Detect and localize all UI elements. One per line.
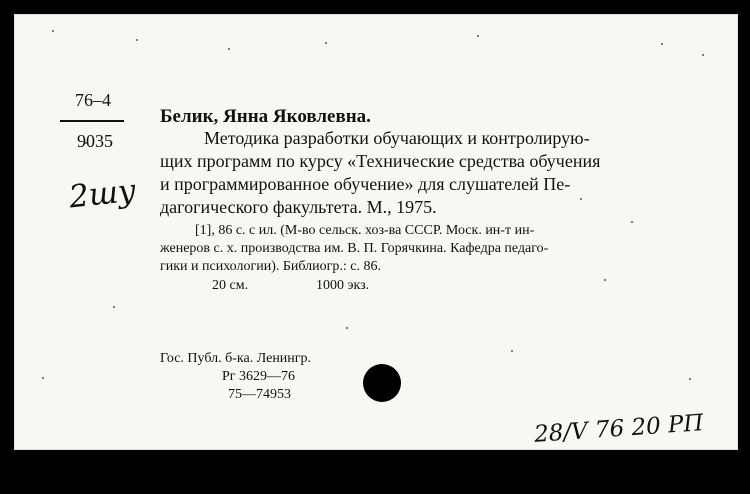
scan-speck	[604, 279, 606, 281]
copies-note: 1000 экз.	[316, 278, 370, 293]
physical-description-line: женеров с. х. производства им. В. П. Горячкина. Кафедра педаго-	[160, 241, 549, 256]
title-line: дагогического факультета. М., 1975.	[160, 197, 437, 217]
physical-description-line: гики и психологии). Библиогр.: с. 86.	[160, 259, 382, 274]
scan-speck	[689, 378, 691, 380]
author-heading: Белик, Янна Яковлевна.	[160, 106, 371, 127]
title-line: Методика разработки обучающих и контролирую-	[204, 128, 590, 148]
punched-hole	[363, 364, 401, 402]
scan-speck	[228, 48, 230, 50]
call-number-divider	[60, 120, 124, 122]
title-line: щих программ по курсу «Технические средства обучения	[160, 151, 601, 171]
scan-speck	[325, 42, 327, 44]
scan-speck	[113, 306, 115, 308]
size-note: 20 см.	[212, 278, 249, 293]
scan-speck	[580, 198, 582, 200]
scan-speck	[477, 35, 479, 37]
scan-speck	[661, 43, 663, 45]
library-line: 75—74953	[228, 387, 291, 402]
handwritten-bottom-note: 28/V 76 20 РП	[533, 410, 705, 448]
handwritten-left-mark: 2шу	[67, 172, 138, 216]
scan-speck	[631, 221, 633, 223]
call-number-bottom: 9035	[77, 131, 113, 151]
call-number-top: 76–4	[75, 90, 111, 110]
catalog-card	[14, 14, 738, 450]
library-line: Гос. Публ. б-ка. Ленингр.	[160, 351, 312, 366]
title-line: и программированное обучение» для слушателей Пе-	[160, 174, 571, 194]
library-line: Рг 3629—76	[222, 369, 296, 384]
scan-speck	[346, 327, 348, 329]
scan-speck	[52, 30, 54, 32]
scan-speck	[702, 54, 704, 56]
scan-speck	[42, 377, 44, 379]
scan-speck	[136, 39, 138, 41]
physical-description-line: [1], 86 с. с ил. (М-во сельск. хоз-ва СССР. Моск. ин-т ин-	[195, 223, 535, 238]
scan-speck	[511, 350, 513, 352]
